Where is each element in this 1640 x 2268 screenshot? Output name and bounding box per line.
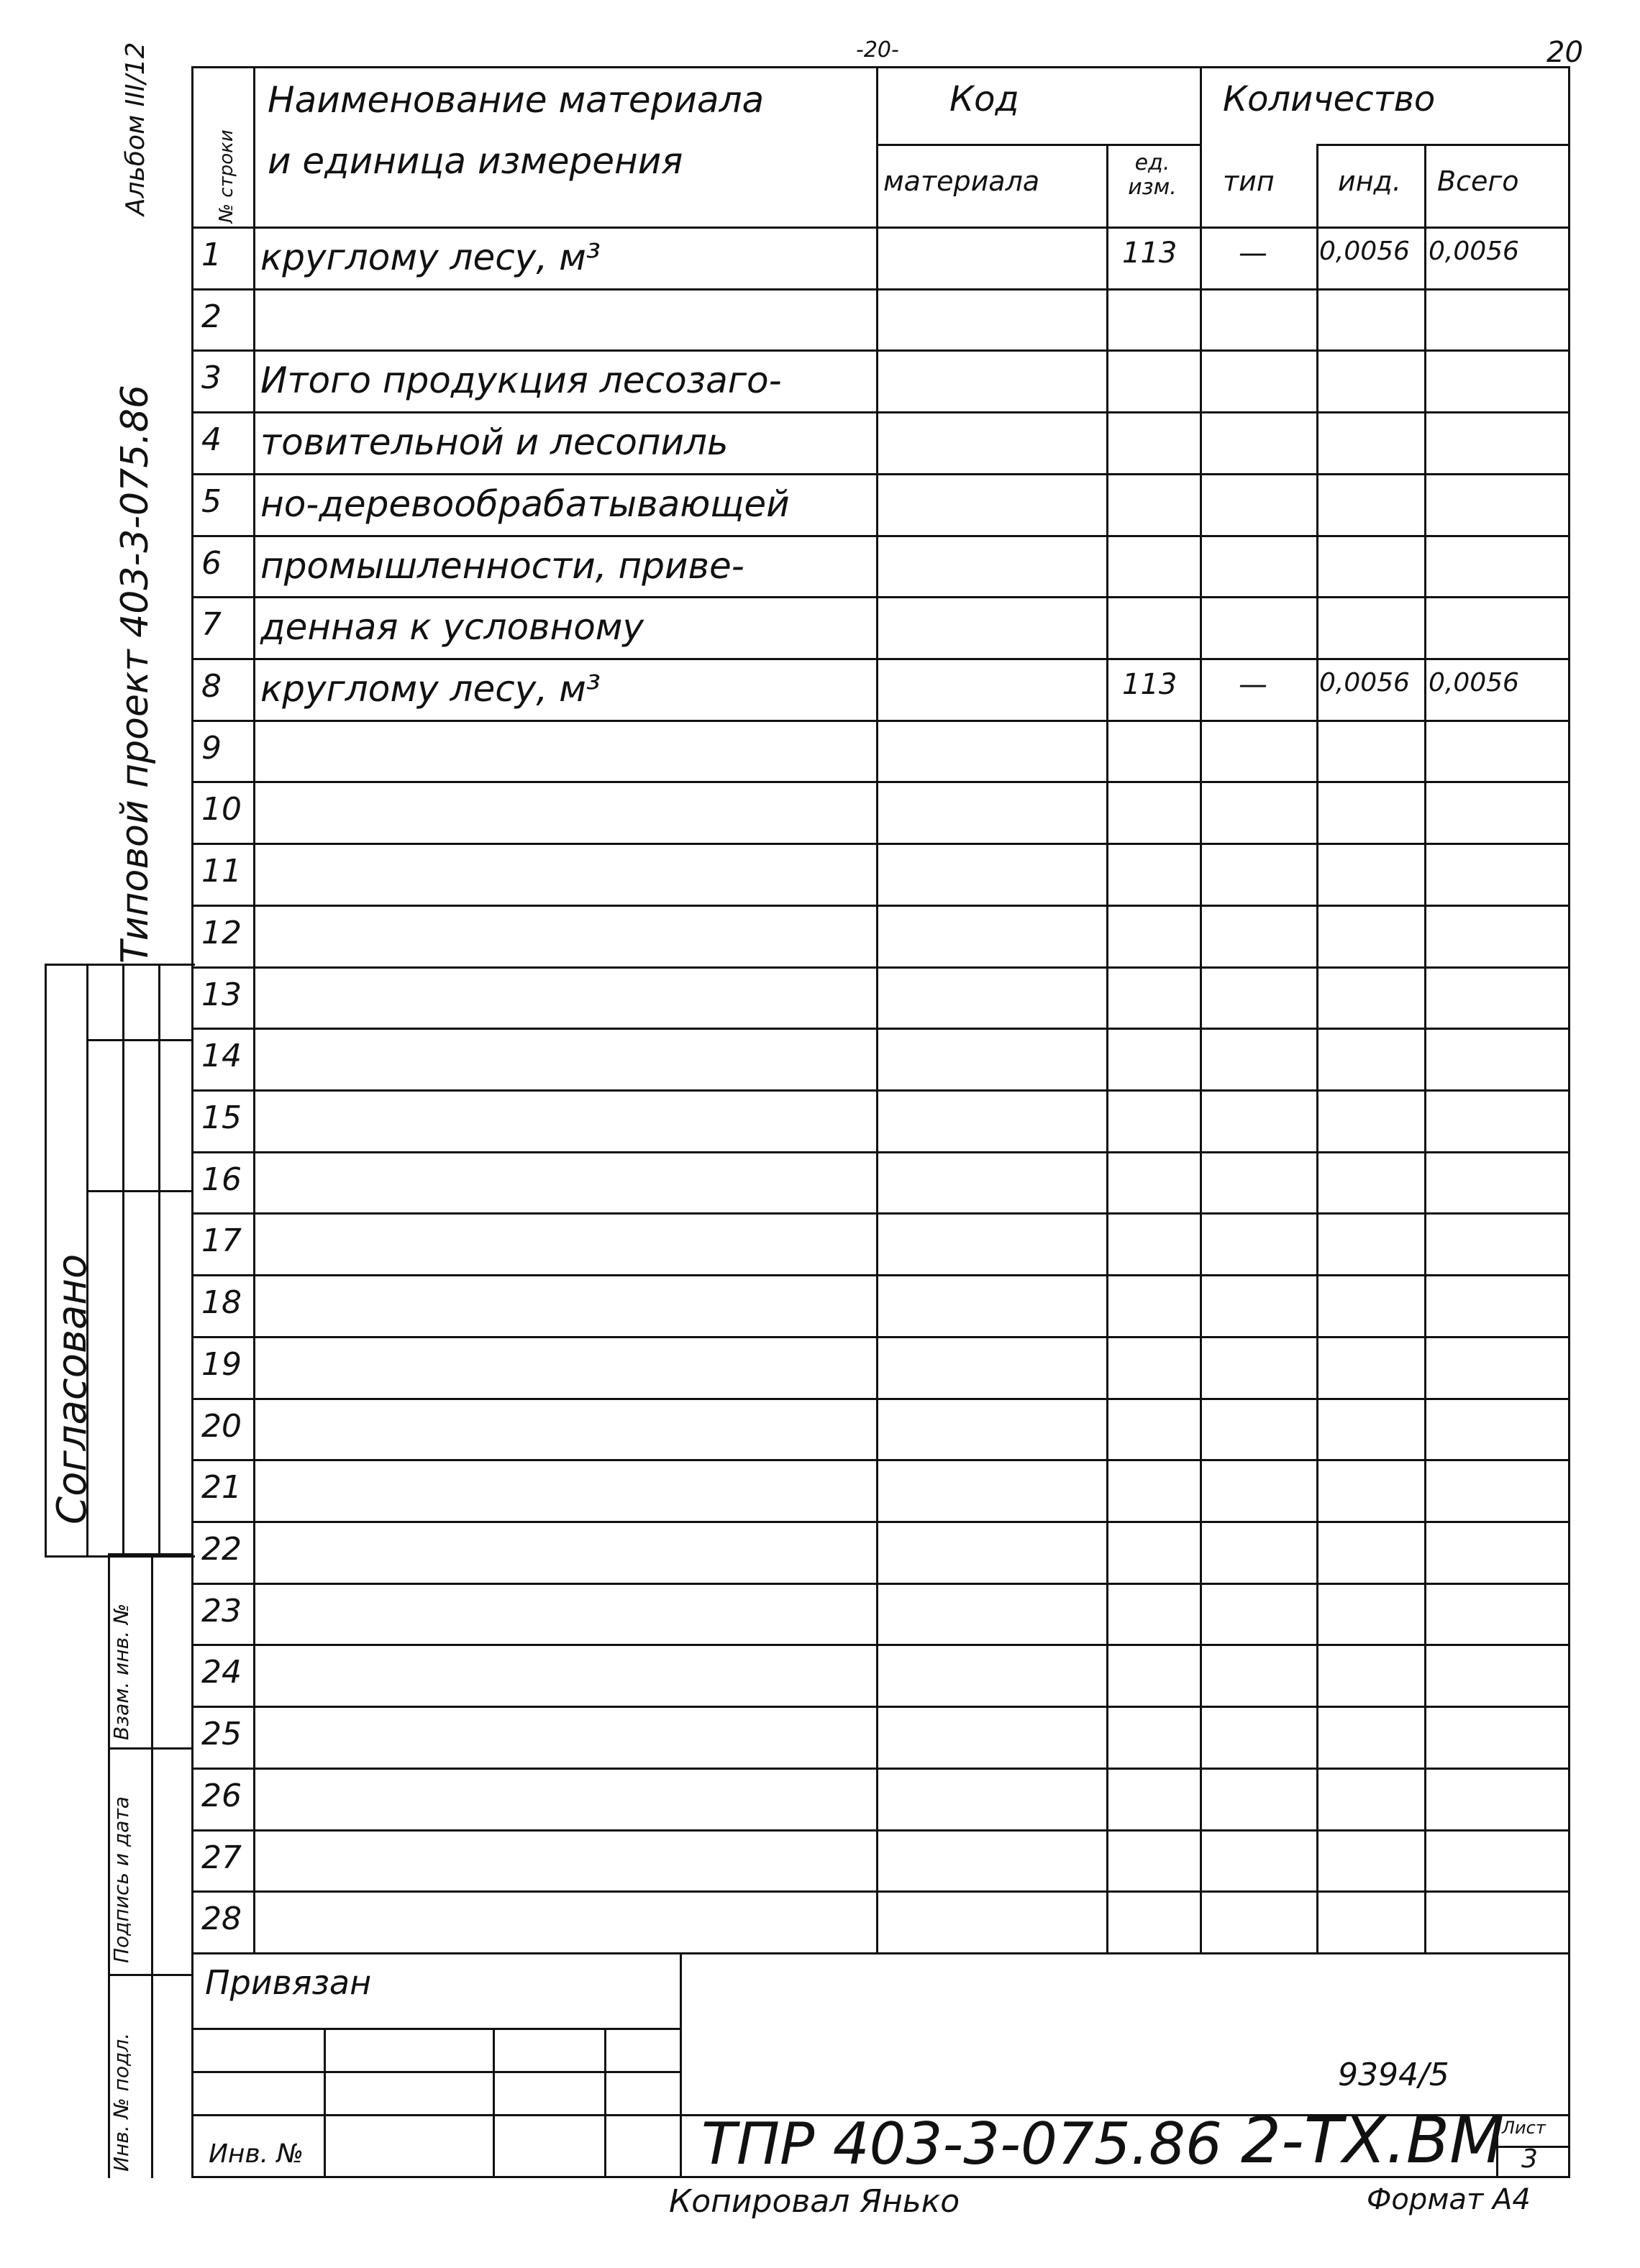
row-line: [191, 905, 1570, 907]
stamp-row-2: [191, 2071, 680, 2073]
row-line: [191, 349, 1570, 352]
agreement-row-2: [86, 1190, 193, 1192]
row-line: [191, 1706, 1570, 1708]
frame-top: [191, 66, 1570, 68]
agreement-col-2: [122, 964, 124, 1555]
row-number: 22: [201, 1531, 242, 1568]
row-number: 6: [201, 545, 222, 582]
row-type: —: [1239, 668, 1267, 701]
row-number: 3: [201, 360, 222, 396]
row-name: Итого продукция лесозаго-: [260, 360, 782, 401]
row-name: товительной и лесопиль: [260, 421, 729, 463]
row-name: но-деревообрабатывающей: [260, 483, 790, 525]
row-number: 5: [201, 483, 222, 520]
row-number: 14: [201, 1038, 242, 1074]
row-line: [191, 843, 1570, 845]
order-number: 9394/5: [1338, 2057, 1449, 2093]
row-line: [191, 1028, 1570, 1030]
row-number: 17: [201, 1222, 242, 1259]
row-name: промышленности, приве-: [260, 545, 744, 587]
row-number: 26: [201, 1778, 242, 1814]
row-number: 7: [201, 606, 222, 643]
row-number: 24: [201, 1654, 242, 1691]
stamp-row-1: [191, 2028, 680, 2030]
row-line: [191, 1151, 1570, 1153]
agreed-label: Согласовано: [49, 1253, 96, 1524]
row-number: 10: [201, 791, 242, 828]
row-line: [191, 1398, 1570, 1400]
col-line-type: [1316, 144, 1318, 1952]
row-line: [191, 411, 1570, 413]
sheet-number: 3: [1521, 2144, 1538, 2174]
row-number: 11: [201, 853, 242, 890]
row-line: [191, 1459, 1570, 1461]
stamp-top-line: [191, 1952, 1570, 1954]
row-number: 25: [201, 1716, 242, 1752]
header-qty-ind: инд.: [1338, 165, 1401, 197]
header-code-subline: [876, 144, 1200, 146]
stamp-col-3: [604, 2028, 606, 2177]
col-line-code: [1106, 144, 1108, 1952]
row-line: [191, 658, 1570, 660]
row-line: [191, 288, 1570, 291]
header-name-line2: и единица измерения: [268, 140, 683, 182]
stamp-left-col-2: [151, 1553, 153, 2178]
row-number: 4: [201, 421, 222, 458]
row-name: круглому лесу, м³: [260, 237, 601, 278]
row-name: круглому лесу, м³: [260, 668, 601, 710]
row-line: [191, 596, 1570, 598]
header-code-unit: ед. изм.: [1128, 150, 1177, 200]
row-number: 20: [201, 1408, 242, 1445]
row-line: [191, 1768, 1570, 1770]
sheet-label: Лист: [1502, 2118, 1546, 2138]
row-number: 28: [201, 1901, 242, 1937]
stamp-col-1: [324, 2028, 326, 2177]
row-number: 16: [201, 1161, 242, 1198]
row-line: [191, 1644, 1570, 1646]
row-number: 2: [201, 298, 222, 335]
stamp-col-2: [493, 2028, 495, 2177]
privyazan-label: Привязан: [205, 1963, 372, 2002]
row-number: 18: [201, 1284, 242, 1321]
row-ind: 0,0056: [1319, 237, 1410, 266]
row-total: 0,0056: [1429, 237, 1519, 266]
document-code: ТПР 403-3-075.86: [701, 2111, 1222, 2177]
stamp-divider: [680, 1952, 682, 2177]
inv-no-label: Инв. №: [209, 2139, 304, 2169]
row-line: [191, 720, 1570, 722]
row-number: 13: [201, 977, 242, 1013]
row-total: 0,0056: [1429, 668, 1519, 698]
copied-by: Копировал Янько: [669, 2183, 960, 2220]
header-qty-total: Всего: [1437, 165, 1519, 197]
row-number: 15: [201, 1099, 242, 1136]
row-number: 12: [201, 915, 242, 951]
format-label: Формат А4: [1367, 2183, 1531, 2216]
header-bottom-line: [191, 227, 1570, 229]
row-number: 1: [201, 237, 222, 273]
row-line: [191, 1583, 1570, 1585]
row-line: [191, 1089, 1570, 1092]
sheet-mark: 20: [1546, 36, 1583, 69]
row-line: [191, 1336, 1570, 1338]
header-qty-subline: [1316, 144, 1568, 146]
podpis-label: Подпись и дата: [109, 1796, 133, 1963]
agreement-row-1: [86, 1039, 193, 1041]
inv-podl-label: Инв. № подл.: [109, 2032, 133, 2172]
page-number: -20-: [856, 37, 899, 63]
row-ind: 0,0056: [1319, 668, 1410, 698]
row-line: [191, 1521, 1570, 1523]
document-mark: 2-ТХ.ВМ: [1241, 2103, 1505, 2177]
row-line: [191, 1212, 1570, 1215]
header-code: Код: [949, 79, 1019, 119]
stamp-left-top: [108, 1553, 193, 1555]
frame-right: [1568, 66, 1570, 2177]
row-number: 23: [201, 1593, 242, 1629]
row-line: [191, 781, 1570, 783]
header-code-material: материала: [883, 165, 1040, 197]
album-label: Альбом III/12: [121, 42, 150, 216]
row-number: 21: [201, 1469, 242, 1506]
row-type: —: [1239, 237, 1267, 270]
row-number: 19: [201, 1346, 242, 1383]
header-qty-type: тип: [1223, 165, 1275, 197]
project-label: Типовой проект 403-3-075.86: [114, 384, 157, 964]
stamp-left-div-1: [108, 1747, 193, 1750]
row-number: 9: [201, 730, 222, 767]
row-name: денная к условному: [260, 606, 644, 648]
header-quantity: Количество: [1223, 79, 1436, 119]
row-number: 8: [201, 668, 222, 705]
row-unit: 113: [1122, 237, 1177, 270]
header-name-line1: Наименование материала: [268, 79, 765, 121]
row-number: 27: [201, 1839, 242, 1876]
row-line: [191, 1829, 1570, 1832]
row-line: [191, 473, 1570, 475]
row-line: [191, 1890, 1570, 1893]
row-line: [191, 1274, 1570, 1276]
row-unit: 113: [1122, 668, 1177, 701]
row-line: [191, 966, 1570, 969]
stamp-left-div-2: [108, 1974, 193, 1976]
row-line: [191, 535, 1570, 537]
col-line-ind: [1424, 144, 1426, 1952]
agreement-col-3: [158, 964, 160, 1555]
header-row-number: № строки: [216, 129, 237, 223]
vzam-label: Взам. инв. №: [109, 1603, 133, 1740]
